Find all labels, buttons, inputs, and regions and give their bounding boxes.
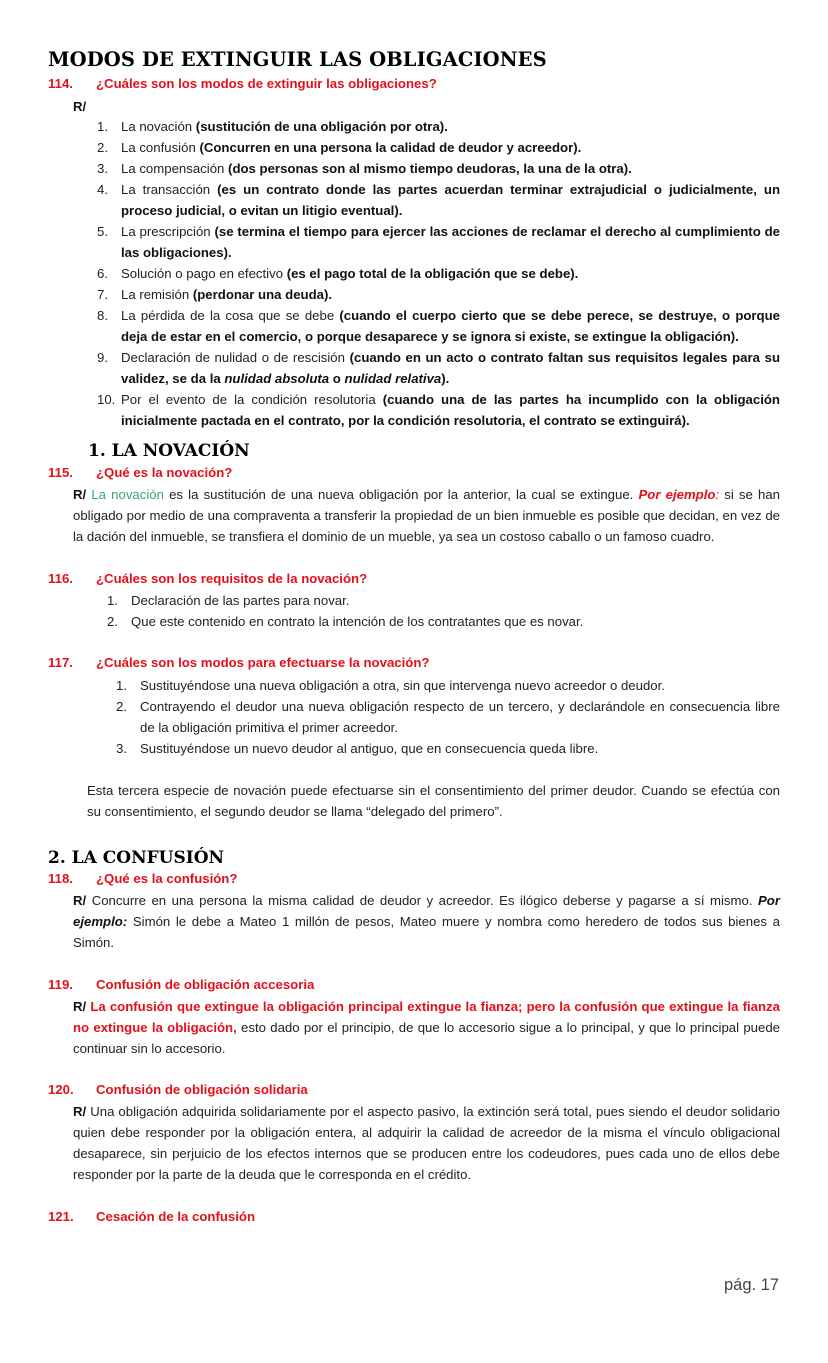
answer-prefix: R/ xyxy=(73,487,92,502)
question-number: 120. xyxy=(48,1082,74,1097)
question-text: Confusión de obligación accesoria xyxy=(96,977,315,992)
example-colon: : xyxy=(715,487,720,502)
item-number: 7. xyxy=(97,287,108,302)
item-term: La pérdida de la cosa que se debe xyxy=(121,308,340,323)
item-term: Declaración de nulidad o de rescisión xyxy=(121,350,350,365)
item-number: 5. xyxy=(97,224,108,239)
list-item xyxy=(97,158,780,179)
item-term: La compensación xyxy=(121,161,229,176)
item-desc: (perdonar una deuda). xyxy=(192,287,333,302)
question-number: 117. xyxy=(48,655,73,670)
item-desc: (Concurren en una persona la calidad de deudor y acreedor). xyxy=(199,140,582,155)
extinction-modes-list xyxy=(97,116,780,431)
highlighted-term: La novación xyxy=(91,487,164,502)
answer-120 xyxy=(73,1101,780,1185)
question-text: ¿Qué es la novación? xyxy=(96,465,233,480)
list-item xyxy=(116,696,780,738)
answer-prefix: R/ xyxy=(73,893,87,908)
example-label: Por ejemplo xyxy=(638,487,716,502)
novation-modes-list xyxy=(116,675,780,759)
item-term: Solución o pago en efectivo xyxy=(121,266,287,281)
list-item xyxy=(97,263,780,284)
item-text: Contrayendo el deudor una nueva obligación respecto de un tercero, y declarándole en consecuencia libre de la obligación primitiva el primer acreedor. xyxy=(140,699,780,735)
item-number: 3. xyxy=(116,741,127,756)
question-120 xyxy=(48,1082,308,1097)
list-item xyxy=(97,347,780,389)
item-term: La prescripción xyxy=(121,224,215,239)
example-label: Por ejemplo: xyxy=(73,893,780,929)
item-desc: (cuando una de las partes ha incumplido con la obligación inicialmente pactada en el contrato, por la condición resolutoria, el contrato se extinguirá). xyxy=(121,392,780,428)
question-number: 116. xyxy=(48,571,73,586)
item-number: 2. xyxy=(116,699,127,714)
list-item xyxy=(97,389,780,431)
answer-119 xyxy=(73,996,780,1059)
list-item xyxy=(97,305,780,347)
item-desc: o xyxy=(329,371,345,386)
novation-note: Esta tercera especie de novación puede efectuarse sin el consentimiento del primer deudor. Cuando se efectúa con su consentimiento, el segundo deudor se llama “delegado del primero”. xyxy=(87,783,780,819)
answer-text: Una obligación adquirida solidariamente por el aspecto pasivo, la extinción será total, pues siendo el deudor solidario quien debe responder por la obligación entera, al adquirir la calidad de acreedor de la misma el vínculo obligacional desaparece, sin perjuicio de los efectos internos que se producen entre los codeudores, pues cada uno de ellos debe responder por la parte de la deuda que le corresponda en el crédito. xyxy=(73,1104,780,1182)
item-desc: ). xyxy=(441,371,450,386)
answer-text: es la sustitución de una nueva obligación por la anterior, la cual se extingue. xyxy=(163,487,639,502)
item-number: 2. xyxy=(97,140,108,155)
section-heading-confusion: 2. LA CONFUSIÓN xyxy=(48,848,225,868)
item-number: 4. xyxy=(97,182,108,197)
question-number: 115. xyxy=(48,465,73,480)
item-text: Que este contenido en contrato la intención de los contratantes que es novar. xyxy=(131,614,584,629)
answer-prefix: R/ xyxy=(73,999,87,1014)
page-title: MODOS DE EXTINGUIR LAS OBLIGACIONES xyxy=(48,47,547,72)
item-number: 3. xyxy=(97,161,108,176)
list-item xyxy=(97,116,780,137)
answer-118 xyxy=(73,890,780,953)
list-item xyxy=(97,284,780,305)
item-desc: (se termina el tiempo para ejercer las acciones de reclamar el derecho al cumplimiento de las obligaciones). xyxy=(121,224,780,260)
item-number: 1. xyxy=(116,678,127,693)
item-number: 1. xyxy=(97,119,108,134)
question-text: Cesación de la confusión xyxy=(96,1209,256,1224)
item-desc: (es el pago total de la obligación que se debe). xyxy=(286,266,579,281)
item-number: 10. xyxy=(97,392,116,407)
list-item xyxy=(107,590,787,611)
item-desc: donde las partes acuerdan terminar extrajudicial o judicialmente, un proceso judicial, o evitan un litigio eventual). xyxy=(121,182,780,218)
highlighted-text: La confusión que extingue la obligación principal extingue la fianza; pero la confusión que extingue la fianza no extingue la obligación, xyxy=(73,999,780,1035)
question-number: 114. xyxy=(48,76,73,91)
item-term: La novación xyxy=(121,119,196,134)
question-text: ¿Cuáles son los requisitos de la novación? xyxy=(96,571,368,586)
question-118 xyxy=(48,871,237,886)
answer-prefix: R/ xyxy=(73,99,87,114)
list-item xyxy=(97,179,780,221)
item-term: La confusión xyxy=(121,140,200,155)
question-116 xyxy=(48,571,367,586)
item-desc-italic: nulidad relativa xyxy=(344,371,442,386)
list-item xyxy=(97,137,780,158)
list-item xyxy=(97,221,780,263)
item-desc: (cuando el cuerpo cierto que se debe perece, se destruye, o porque deja de estar en el comercio, o porque desaparece y se ignora si existe, se extingue la obligación). xyxy=(121,308,781,344)
item-number: 1. xyxy=(107,593,118,608)
question-115 xyxy=(48,465,232,480)
item-term: Por el evento de la condición resolutoria xyxy=(121,392,383,407)
item-desc: (sustitución de una obligación por otra). xyxy=(195,119,448,134)
item-number: 2. xyxy=(107,614,118,629)
question-121 xyxy=(48,1209,255,1224)
item-number: 9. xyxy=(97,350,108,365)
page-number: pág. 17 xyxy=(724,1276,780,1294)
item-desc-italic: nulidad absoluta xyxy=(224,371,330,386)
question-text: ¿Cuáles son los modos para efectuarse la novación? xyxy=(96,655,430,670)
item-number: 6. xyxy=(97,266,108,281)
item-desc: (cuando en un acto o contrato faltan sus requisitos legales para su validez, se da la xyxy=(121,350,780,386)
answer-text: Concurre en una persona la misma calidad de deudor y acreedor. Es ilógico deberse y pagarse a sí mismo. xyxy=(86,893,759,908)
answer-text: Simón le debe a Mateo 1 millón de pesos, Mateo muere y nombra como heredero de todos sus bienes a Simón. xyxy=(73,914,780,950)
question-119 xyxy=(48,977,314,992)
item-text: Sustituyéndose un nuevo deudor al antiguo, que en consecuencia queda libre. xyxy=(140,741,599,756)
question-text: ¿Cuáles son los modos de extinguir las obligaciones? xyxy=(96,76,437,91)
list-item xyxy=(107,611,787,632)
item-text: Sustituyéndose una nueva obligación a otra, sin que intervenga nuevo acreedor o deudor. xyxy=(140,678,665,693)
item-desc: (es un contrato xyxy=(217,182,327,197)
question-text: Confusión de obligación solidaria xyxy=(96,1082,308,1097)
item-term: La transacción xyxy=(121,182,218,197)
item-text: Declaración de las partes para novar. xyxy=(131,593,350,608)
question-text: ¿Qué es la confusión? xyxy=(96,871,238,886)
answer-text: si se han obligado por medio de una compraventa a transferir la propiedad de un bien inmueble es posible que decidan, en vez de la dación del inmueble, se transfiera el dominio de un mueble, ya sea un costoso caballo o un famoso cuadro. xyxy=(73,487,781,544)
item-term: La remisión xyxy=(121,287,193,302)
section-heading-novacion: 1. LA NOVACIÓN xyxy=(88,441,250,461)
item-desc: (dos personas son al mismo tiempo deudoras, la una de la otra). xyxy=(228,161,632,176)
list-item xyxy=(116,675,780,696)
question-number: 119. xyxy=(48,977,73,992)
question-number: 121. xyxy=(48,1209,74,1224)
answer-115 xyxy=(73,484,780,547)
answer-prefix: R/ xyxy=(73,1104,87,1119)
question-number: 118. xyxy=(48,871,73,886)
list-item xyxy=(116,738,780,759)
answer-text: esto dado por el principio, de que lo accesorio sigue a lo principal, y que lo principal puede continuar sin lo accesorio. xyxy=(73,1020,780,1056)
question-117 xyxy=(48,655,429,670)
question-114 xyxy=(48,76,437,91)
item-number: 8. xyxy=(97,308,108,323)
requirements-list xyxy=(107,590,787,632)
